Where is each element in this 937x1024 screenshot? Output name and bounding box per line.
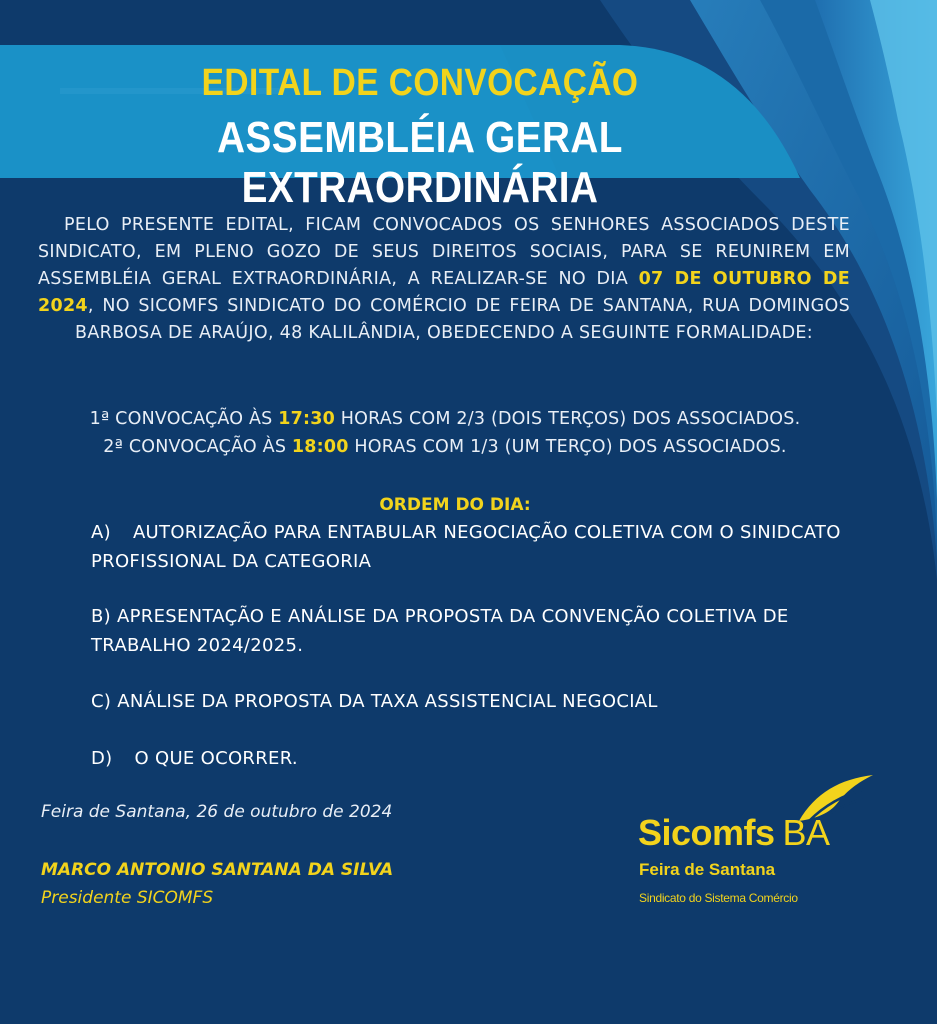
agenda-heading: ORDEM DO DIA: — [379, 495, 531, 515]
logo-city: Feira de Santana — [639, 860, 776, 879]
agenda-item-c: C) ANÁLISE DA PROPOSTA DA TAXA ASSISTENCIAL NEGOCIAL — [91, 691, 658, 712]
convocation-second-time: 18:00 — [291, 437, 349, 457]
intro-paragraph — [38, 212, 850, 347]
intro-text-before: PELO PRESENTE EDITAL, FICAM CONVOCADOS OS SENHORES ASSOCIADOS DESTE SINDICATO, EM PLENO GOZO DE SEUS DIREITOS SOCIAIS, PARA SE REUNIREM EM ASSEMBLÉIA GERAL EXTRAORDINÁRIA, A REALIZAR-SE NO DIA — [38, 215, 850, 289]
logo-wordmark: Sicomfs BA — [638, 812, 830, 853]
title: EDITAL DE CONVOCAÇÃO — [201, 62, 639, 104]
subtitle: ASSEMBLÉIA GERAL EXTRAORDINÁRIA — [217, 113, 623, 212]
intro-text-after: , NO SICOMFS SINDICATO DO COMÉRCIO DE FEIRA DE SANTANA, RUA DOMINGOS BARBOSA DE ARAÚJO, 48 KALILÂNDIA, OBEDECENDO A SEGUINTE FORMALIDADE: — [75, 296, 850, 343]
convocation-first-time: 17:30 — [278, 409, 335, 429]
meeting-date: 07 DE OUTUBRO DE 2024 — [38, 269, 850, 316]
signer-role: Presidente SICOMFS — [41, 888, 214, 908]
agenda-item-b: B) APRESENTAÇÃO E ANÁLISE DA PROPOSTA DA CONVENÇÃO COLETIVA DE TRABALHO 2024/2025. — [91, 606, 789, 656]
logo-tagline: Sindicato do Sistema Comércio — [639, 891, 798, 905]
place-date: Feira de Santana, 26 de outubro de 2024 — [41, 802, 393, 822]
signer-name: MARCO ANTONIO SANTANA DA SILVA — [41, 860, 394, 880]
convocation-second: 2ª CONVOCAÇÃO ÀS 18:00 HORAS COM 1/3 (UM TERÇO) DOS ASSOCIADOS. — [103, 437, 787, 457]
agenda-item-d: D) O QUE OCORRER. — [91, 748, 298, 769]
agenda-item-a: A) AUTORIZAÇÃO PARA ENTABULAR NEGOCIAÇÃO COLETIVA COM O SINIDCATO PROFISSIONAL DA CATEGORIA — [91, 522, 841, 572]
logo-state: BA — [782, 812, 830, 853]
convocation-first: 1ª CONVOCAÇÃO ÀS 17:30 HORAS COM 2/3 (DOIS TERÇOS) DOS ASSOCIADOS. — [89, 409, 801, 429]
